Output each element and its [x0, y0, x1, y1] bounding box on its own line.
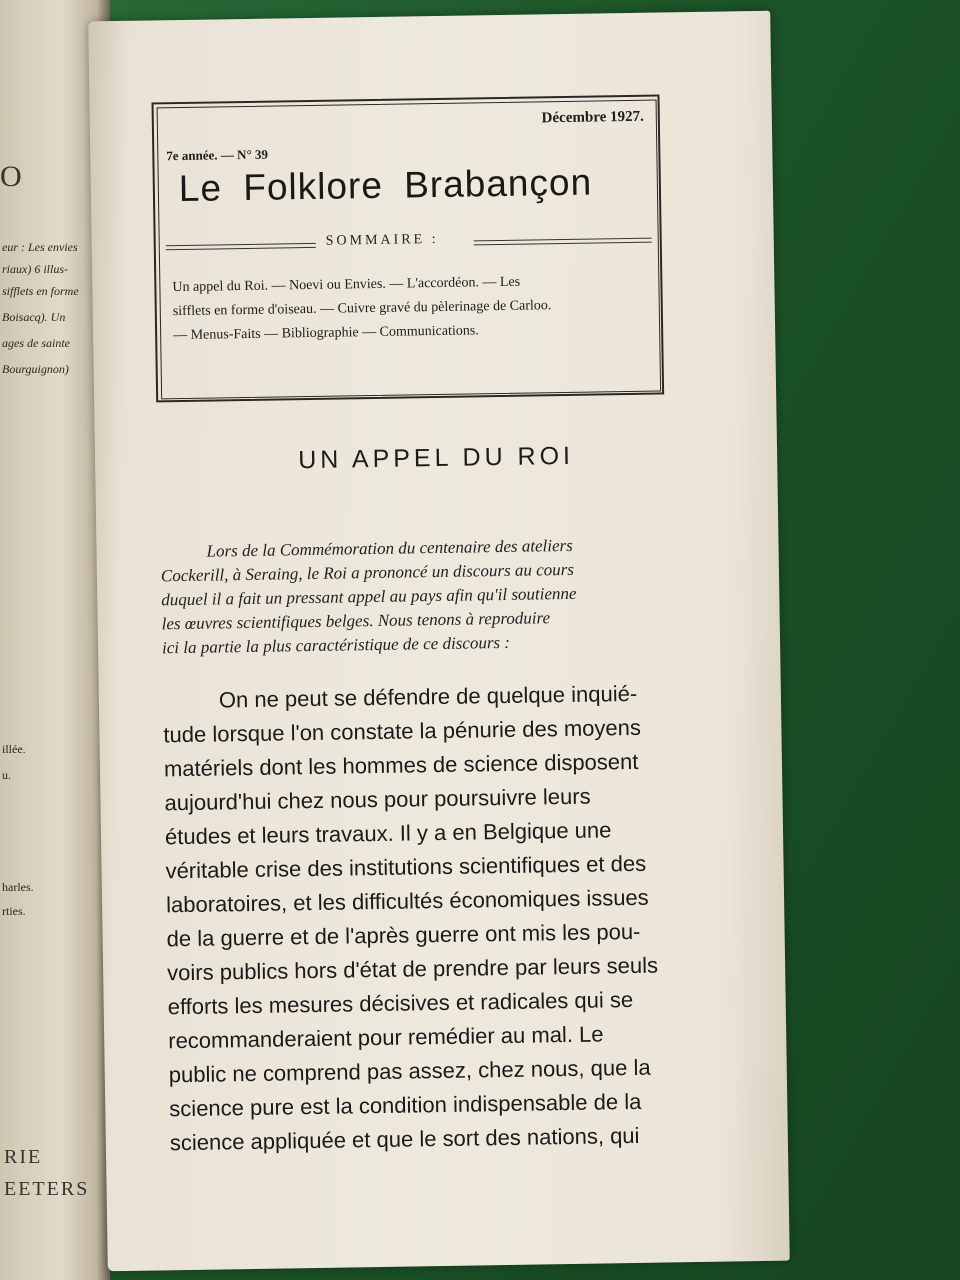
toc-line: — Menus-Faits — Bibliographie — Communications. [173, 323, 479, 344]
left-page-fragment: u. [2, 768, 11, 782]
left-page-fragment: Bourguignon) [2, 362, 69, 376]
left-page-fragment: harles. [2, 880, 34, 894]
body-line: matériels dont les hommes de science disposent [163, 748, 639, 782]
body-line: tude lorsque l'on constate la pénurie des moyens [163, 714, 642, 748]
table-of-contents [172, 269, 653, 349]
sommaire-divider [166, 229, 652, 257]
masthead-inner-frame [157, 100, 662, 400]
left-page-bottom-fragment: EETERS [4, 1178, 90, 1200]
intro-line: Lors de la Commémoration du centenaire des ateliers [206, 535, 573, 561]
body-line: science appliquée et que le sort des nations, qui [169, 1122, 640, 1156]
intro-line: ici la partie la plus caractéristique de ce discours : [161, 632, 511, 658]
masthead-box [152, 94, 665, 402]
left-page-fragment-large: O [0, 160, 22, 193]
body-line: recommanderaient pour remédier au mal. Le [168, 1021, 604, 1054]
sommaire-label: SOMMAIRE : [325, 231, 439, 249]
body-line: de la guerre et de l'après guerre ont mis les pou- [166, 918, 641, 952]
body-line: voirs publics hors d'état de prendre par leurs seuls [166, 952, 659, 986]
left-page-fragment: rties. [2, 904, 26, 918]
article-intro [160, 532, 682, 660]
body-line: On ne peut se défendre de quelque inquié- [218, 680, 638, 713]
article-body [163, 676, 710, 1160]
issue-date: Décembre 1927. [541, 108, 644, 127]
left-page-fragment: ages de sainte [2, 336, 70, 350]
left-page-bottom-fragment: RIE [4, 1146, 43, 1168]
intro-line: Cockerill, à Seraing, le Roi a prononcé un discours au cours [160, 559, 575, 586]
body-line: public ne comprend pas assez, chez nous, que la [168, 1054, 651, 1088]
left-page-fragment: sifflets en forme [2, 284, 79, 298]
body-line: études et leurs travaux. Il y a en Belgique une [164, 817, 612, 850]
left-page-fragment: eur : Les envies [2, 240, 78, 254]
intro-line: les œuvres scientifiques belges. Nous tenons à reproduire [161, 608, 551, 634]
body-line: véritable crise des institutions scientifiques et des [165, 850, 647, 884]
issue-number: 7e année. — N° 39 [166, 146, 269, 164]
body-line: efforts les mesures décisives et radicales qui se [167, 986, 634, 1020]
left-page-fragment: riaux) 6 illus- [2, 262, 68, 276]
body-line: laboratoires, et les difficultés économiques issues [165, 884, 649, 918]
toc-line: sifflets en forme d'oiseau. — Cuivre gravé du pèlerinage de Carloo. [172, 298, 552, 320]
toc-line: Un appel du Roi. — Noevi ou Envies. — L'accordéon. — Les [172, 274, 521, 296]
body-line: aujourd'hui chez nous pour poursuivre leurs [164, 783, 591, 816]
sommaire-rule-left [166, 243, 316, 250]
left-page-fragment: illée. [2, 742, 26, 756]
sommaire-rule-right [474, 238, 652, 246]
intro-line: duquel il a fait un pressant appel au pays afin qu'il soutienne [161, 583, 577, 610]
journal-title: Le Folklore Brabançon [178, 161, 593, 210]
article-heading: UN APPEL DU ROI [298, 441, 575, 475]
left-page-fragment: Boisacq). Un [2, 310, 66, 324]
body-line: science pure est la condition indispensable de la [169, 1088, 642, 1122]
right-page [88, 11, 790, 1272]
